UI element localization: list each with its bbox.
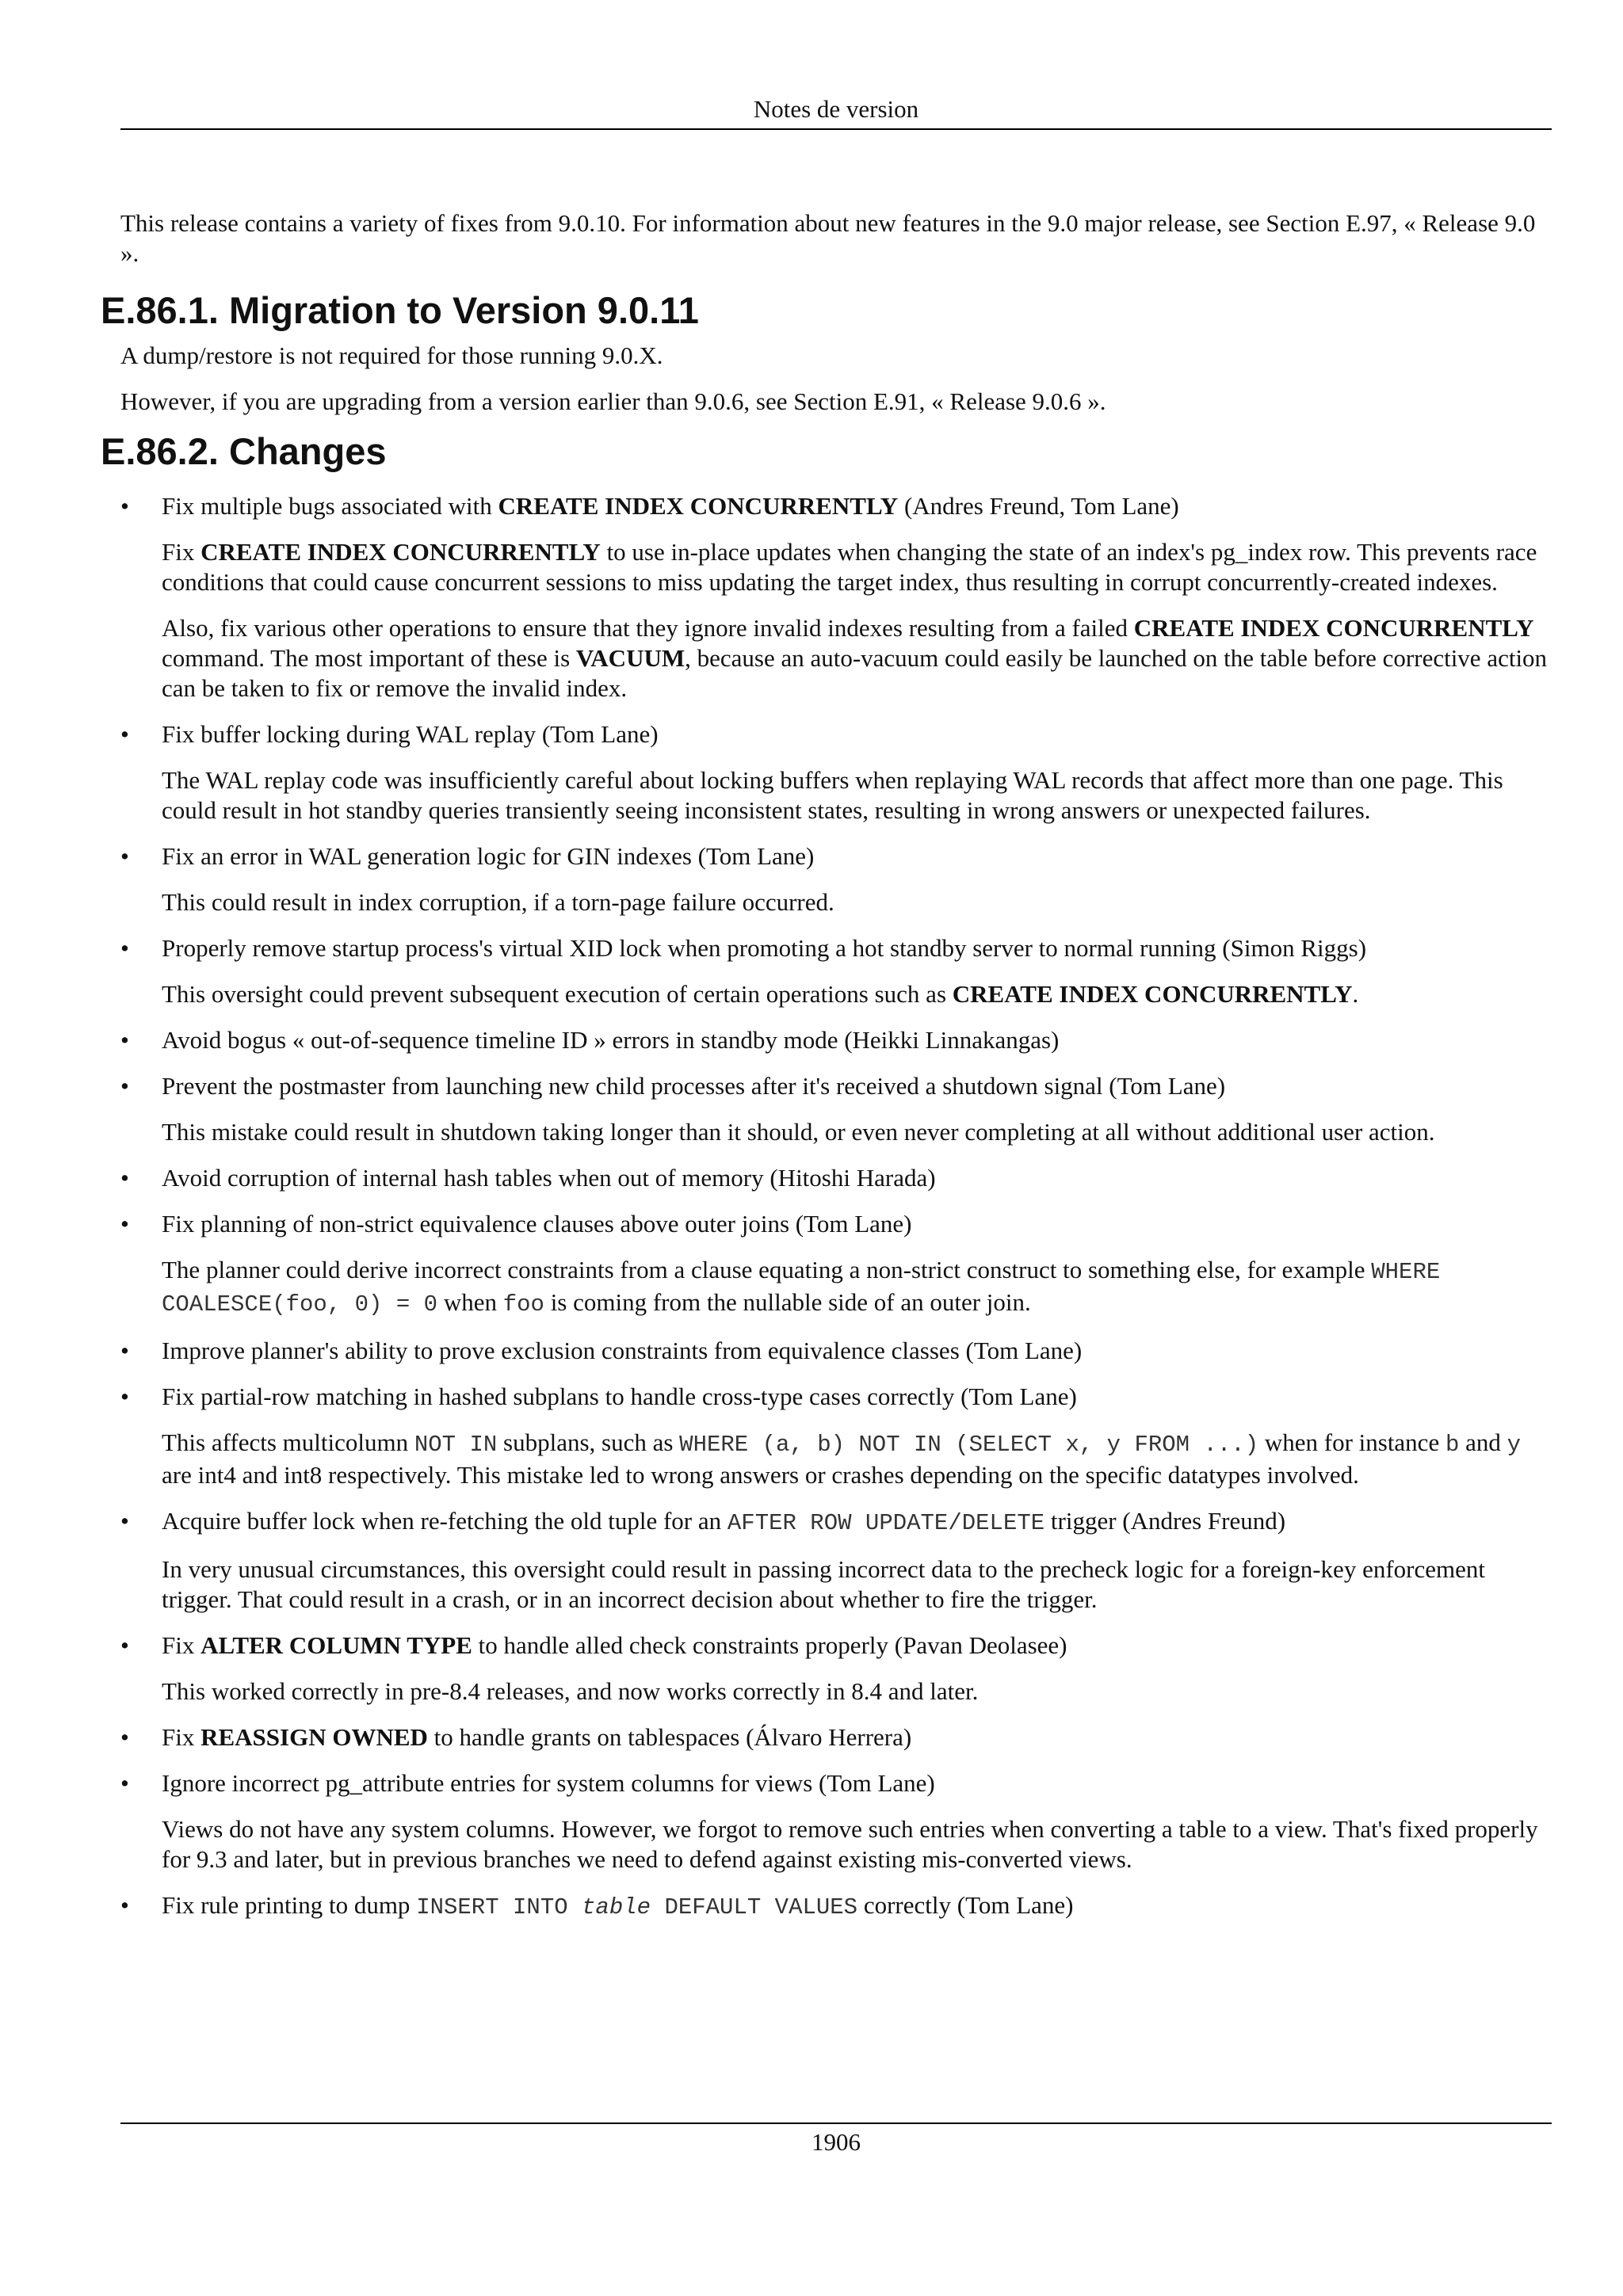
item-title: Fix buffer locking during WAL replay (Tom Lane) — [162, 720, 659, 748]
item-description: The WAL replay code was insufficiently careful about locking buffers when replaying WAL records that affect more than one page. This could result in hot standby queries transiently seeing inconsistent states, resulting in wrong answers or unexpected failures. — [162, 766, 1503, 824]
item-title: Properly remove startup process's virtual XID lock when promoting a hot standby server to normal running (Simon Riggs) — [162, 934, 1367, 962]
item-title: Improve planner's ability to prove exclusion constraints from equivalence classes (Tom Lane) — [162, 1337, 1083, 1364]
item-title: Ignore incorrect pg_attribute entries for system columns for views (Tom Lane) — [162, 1769, 935, 1797]
item-title: Fix partial-row matching in hashed subplans to handle cross-type cases correctly (Tom Lane) — [162, 1383, 1077, 1410]
bullet-icon: • — [120, 1383, 129, 1410]
item-title: Fix an error in WAL generation logic for GIN indexes (Tom Lane) — [162, 842, 815, 870]
footer-rule — [120, 2122, 1552, 2124]
item-description: Also, fix various other operations to ensure that they ignore invalid indexes resulting from a failed CREATE INDEX CONCURRENTLY command. The most important of these is VACUUM, because an auto-vacuum could easily be launched on the table before corrective action can be taken to fix or remove the invalid index. — [162, 614, 1548, 702]
item-title: Acquire buffer lock when re-fetching the old tuple for an AFTER ROW UPDATE/DELETE trigger (Andres Freund) — [162, 1507, 1286, 1536]
migration-paragraph-1: A dump/restore is not required for those running 9.0.X. — [120, 341, 663, 369]
list-item — [120, 1071, 1552, 1147]
list-item — [120, 1209, 1552, 1320]
list-item — [120, 491, 1552, 704]
item-title: Avoid bogus « out-of-sequence timeline ID » errors in standby mode (Heikki Linnakangas) — [162, 1026, 1060, 1054]
item-description: Views do not have any system columns. However, we forgot to remove such entries when converting a table to a view. That's fixed properly for 9.3 and later, but in previous branches we need to defend against existing mis-converted views. — [162, 1815, 1538, 1873]
list-item — [120, 1630, 1552, 1707]
list-item — [120, 1506, 1552, 1615]
item-title: Fix REASSIGN OWNED to handle grants on tablespaces (Álvaro Herrera) — [162, 1723, 912, 1751]
bullet-icon: • — [120, 1026, 129, 1054]
item-description: This oversight could prevent subsequent execution of certain operations such as CREATE INDEX CONCURRENTLY. — [162, 980, 1359, 1008]
item-title: Prevent the postmaster from launching new child processes after it's received a shutdown signal (Tom Lane) — [162, 1072, 1226, 1100]
bullet-icon: • — [120, 1631, 129, 1659]
bullet-icon: • — [120, 492, 129, 520]
list-item — [120, 1890, 1552, 1923]
list-item — [120, 1336, 1552, 1366]
migration-heading: E.86.1. Migration to Version 9.0.11 — [101, 289, 699, 331]
item-description: This mistake could result in shutdown taking longer than it should, or even never completing at all without additional user action. — [162, 1118, 1435, 1146]
item-description: This could result in index corruption, if a torn-page failure occurred. — [162, 888, 834, 916]
bullet-icon: • — [120, 1210, 129, 1238]
item-title: Fix rule printing to dump INSERT INTO table DEFAULT VALUES correctly (Tom Lane) — [162, 1891, 1074, 1920]
list-item — [120, 1768, 1552, 1875]
list-item — [120, 1722, 1552, 1753]
changes-heading: E.86.2. Changes — [101, 430, 387, 472]
item-title: Fix planning of non-strict equivalence clauses above outer joins (Tom Lane) — [162, 1210, 912, 1238]
bullet-icon: • — [120, 1072, 129, 1100]
page-content — [101, 208, 1552, 1923]
bullet-icon: • — [120, 1164, 129, 1192]
item-description: Fix CREATE INDEX CONCURRENTLY to use in-place updates when changing the state of an index's pg_index row. This prevents race conditions that could cause concurrent sessions to miss updating the target index, thus resulting in corrupt concurrently-created indexes. — [162, 538, 1537, 596]
list-item — [120, 1025, 1552, 1055]
bullet-icon: • — [120, 720, 129, 748]
migration-paragraph-2: However, if you are upgrading from a version earlier than 9.0.6, see Section E.91, « Release 9.0.6 ». — [120, 387, 1106, 415]
item-title: Fix multiple bugs associated with CREATE INDEX CONCURRENTLY (Andres Freund, Tom Lane) — [162, 492, 1179, 520]
bullet-icon: • — [120, 1891, 129, 1919]
list-item — [120, 933, 1552, 1009]
code-snippet: INSERT INTO table DEFAULT VALUES — [416, 1894, 858, 1920]
bullet-icon: • — [120, 1769, 129, 1797]
item-title: Fix ALTER COLUMN TYPE to handle alled check constraints properly (Pavan Deolasee) — [162, 1631, 1067, 1659]
list-item — [120, 1382, 1552, 1490]
running-header: Notes de version — [753, 95, 919, 123]
list-item — [120, 841, 1552, 917]
bullet-icon: • — [120, 842, 129, 870]
item-description: The planner could derive incorrect constraints from a clause equating a non-strict construct to something else, for example WHERE COALESCE(foo, 0) = 0 when foo is coming from the nullable side of an outer join. — [162, 1256, 1441, 1318]
list-item — [120, 719, 1552, 826]
item-title: Avoid corruption of internal hash tables when out of memory (Hitoshi Harada) — [162, 1164, 936, 1192]
changes-list — [120, 491, 1552, 1923]
bullet-icon: • — [120, 934, 129, 962]
bullet-icon: • — [120, 1337, 129, 1364]
item-description: This worked correctly in pre-8.4 releases, and now works correctly in 8.4 and later. — [162, 1677, 979, 1705]
bullet-icon: • — [120, 1723, 129, 1751]
page-number: 1906 — [812, 2128, 861, 2156]
bullet-icon: • — [120, 1507, 129, 1535]
intro-paragraph: This release contains a variety of fixes from 9.0.10. For information about new features in the 9.0 major release, see Section E.97, « Release 9.0 ». — [120, 209, 1536, 267]
list-item — [120, 1163, 1552, 1193]
header-rule — [120, 128, 1552, 130]
item-description: In very unusual circumstances, this oversight could result in passing incorrect data to the precheck logic for a foreign-key enforcement trigger. That could result in a crash, or in an incorrect decision about whether to fire the trigger. — [162, 1555, 1485, 1613]
item-description: This affects multicolumn NOT IN subplans, such as WHERE (a, b) NOT IN (SELECT x, y FROM ...) when for instance b and y are int4 and int8 respectively. This mistake led to wrong answers or crashes depending on the specific datatypes involved. — [162, 1428, 1522, 1489]
